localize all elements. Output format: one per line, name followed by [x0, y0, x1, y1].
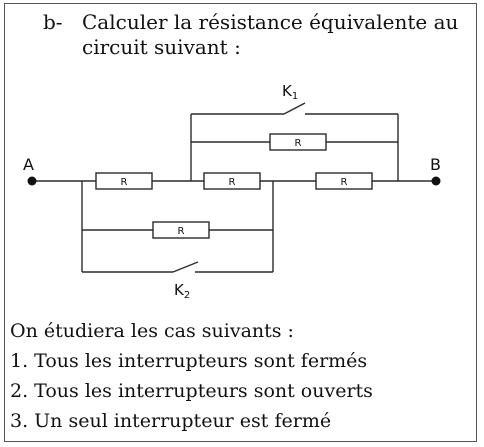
node-b-dot	[432, 177, 441, 186]
switch-k1-blade	[284, 103, 305, 114]
cases-intro: On étudiera les cas suivants :	[10, 320, 294, 342]
resistor-right-label: R	[340, 177, 348, 188]
case-item-3: 3. Un seul interrupteur est fermé	[10, 410, 332, 432]
cases-block	[10, 316, 373, 436]
node-a-label: A	[23, 155, 34, 174]
case-item-1: 1. Tous les interrupteurs sont fermés	[10, 350, 368, 372]
switch-k2-blade	[173, 262, 198, 272]
node-a-dot	[28, 177, 37, 186]
resistor-left-label: R	[120, 177, 128, 188]
node-b-label: B	[430, 155, 441, 174]
switch-k1-label: $K_1$	[282, 82, 299, 102]
resistor-middle-label: R	[228, 177, 236, 188]
case-item-2: 2. Tous les interrupteurs sont ouverts	[10, 380, 373, 402]
resistor-bottom-label: R	[177, 226, 185, 237]
question-marker: b-	[43, 10, 63, 34]
switch-k2-label: $K_2$	[174, 281, 191, 301]
question-text: Calculer la résistance équivalente au circuit suivant :	[82, 10, 459, 59]
resistor-top-label: R	[294, 138, 302, 149]
